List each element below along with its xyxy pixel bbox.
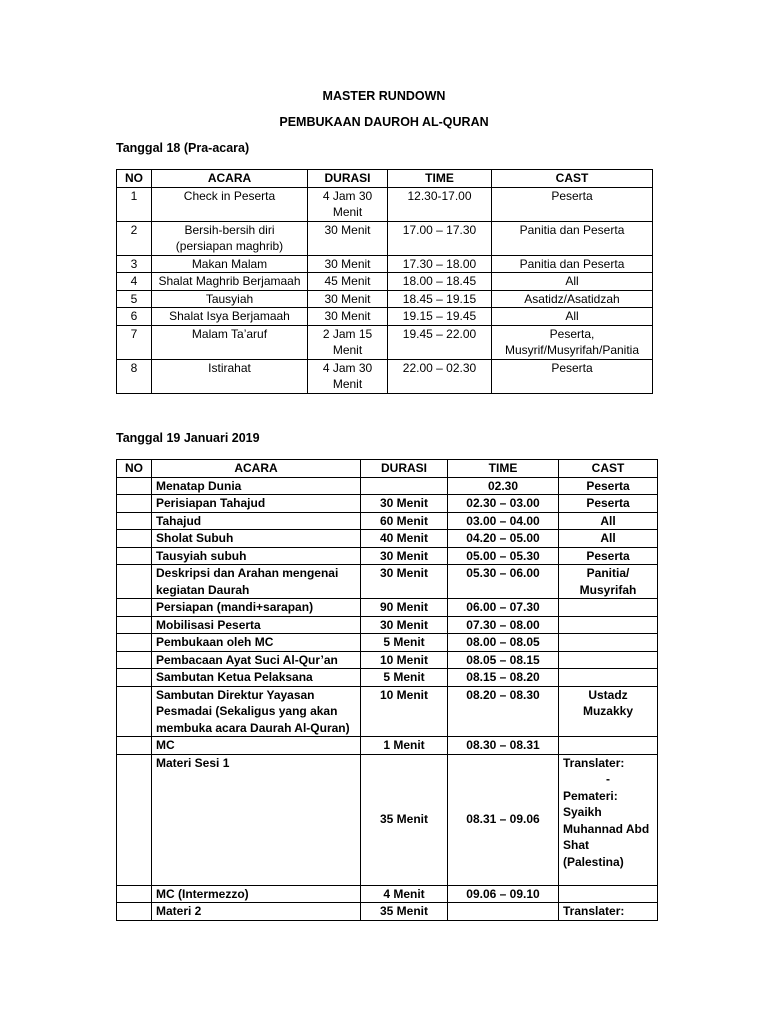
cell-durasi: 4 Jam 30 Menit: [308, 187, 388, 221]
cell-time: 19.45 – 22.00: [388, 325, 492, 359]
cell-acara: MC: [152, 737, 361, 755]
table-row: [117, 616, 658, 634]
pemateri-name: Syaikh Muhannad Abd Shat: [563, 805, 650, 852]
cell-no: 7: [117, 325, 152, 359]
cell-durasi: 30 Menit: [361, 616, 448, 634]
cell-cast: [559, 599, 658, 617]
cell-cast: Peserta: [559, 547, 658, 565]
cell-acara: Menatap Dunia: [152, 477, 361, 495]
cell-acara: Sambutan Ketua Pelaksana: [152, 669, 361, 687]
table-header-row: [117, 460, 658, 478]
cell-time: 08.31 – 09.06: [448, 754, 559, 885]
cell-time: [448, 903, 559, 921]
cell-no: [117, 495, 152, 513]
cell-cast: All: [559, 530, 658, 548]
cell-cast: [559, 737, 658, 755]
cell-durasi: 4 Jam 30 Menit: [308, 359, 388, 393]
cell-cast: [559, 669, 658, 687]
cell-acara: Materi Sesi 1: [152, 754, 361, 885]
cell-no: [117, 651, 152, 669]
cell-cast: Asatidz/Asatidzah: [492, 290, 653, 308]
day1-heading: Tanggal 18 (Pra-acara): [116, 141, 250, 155]
cell-cast: All: [492, 273, 653, 291]
cell-time: 08.00 – 08.05: [448, 634, 559, 652]
cell-cast: Peserta: [492, 187, 653, 221]
table-row: [117, 754, 658, 885]
document-subtitle: PEMBUKAAN DAUROH AL-QURAN: [279, 115, 489, 129]
cell-acara: Pembacaan Ayat Suci Al-Qur’an: [152, 651, 361, 669]
cell-acara: Persiapan (mandi+sarapan): [152, 599, 361, 617]
cell-acara: Tahajud: [152, 512, 361, 530]
cell-cast: [559, 616, 658, 634]
cell-durasi: 35 Menit: [361, 903, 448, 921]
table-row: [117, 686, 658, 737]
cell-no: [117, 599, 152, 617]
cell-durasi: 30 Menit: [308, 290, 388, 308]
translater-label: Translater:: [563, 755, 625, 770]
header-time: TIME: [388, 170, 492, 188]
cell-acara: Shalat Isya Berjamaah: [152, 308, 308, 326]
cell-time: 08.15 – 08.20: [448, 669, 559, 687]
cell-time: 02.30: [448, 477, 559, 495]
header-durasi: DURASI: [308, 170, 388, 188]
cell-durasi: 30 Menit: [308, 221, 388, 255]
document-title: MASTER RUNDOWN: [322, 89, 446, 103]
cell-no: 5: [117, 290, 152, 308]
cell-durasi: 90 Menit: [361, 599, 448, 617]
table-row: [117, 477, 658, 495]
cell-no: 1: [117, 187, 152, 221]
cell-no: [117, 669, 152, 687]
cell-durasi: 10 Menit: [361, 651, 448, 669]
cell-no: [117, 903, 152, 921]
cell-cast: Peserta: [559, 477, 658, 495]
cell-cast: [559, 651, 658, 669]
cell-time: 18.45 – 19.15: [388, 290, 492, 308]
table-row: [117, 290, 653, 308]
table-header-row: [117, 170, 653, 188]
cell-durasi: 1 Menit: [361, 737, 448, 755]
cell-acara: Malam Ta’aruf: [152, 325, 308, 359]
cell-cast: Panitia dan Peserta: [492, 255, 653, 273]
table-row: [117, 565, 658, 599]
table-row: [117, 512, 658, 530]
cell-no: [117, 565, 152, 599]
cell-no: [117, 530, 152, 548]
cell-durasi: 35 Menit: [361, 754, 448, 885]
cell-no: [117, 477, 152, 495]
header-cast: CAST: [492, 170, 653, 188]
cell-durasi: 60 Menit: [361, 512, 448, 530]
cell-durasi: 45 Menit: [308, 273, 388, 291]
table-row: [117, 325, 653, 359]
cell-time: 03.00 – 04.00: [448, 512, 559, 530]
cell-acara: Tausyiah subuh: [152, 547, 361, 565]
cell-acara: Tausyiah: [152, 290, 308, 308]
table-row: [117, 255, 653, 273]
cell-time: 02.30 – 03.00: [448, 495, 559, 513]
cell-durasi: 2 Jam 15 Menit: [308, 325, 388, 359]
cell-durasi: 30 Menit: [361, 547, 448, 565]
pemateri-origin: (Palestina): [563, 854, 624, 869]
cell-cast: [559, 634, 658, 652]
cell-durasi: 30 Menit: [361, 565, 448, 599]
cell-acara: Makan Malam: [152, 255, 308, 273]
cell-acara: MC (Intermezzo): [152, 885, 361, 903]
table-row: [117, 737, 658, 755]
pemateri-label: Pemateri:: [563, 788, 618, 803]
cell-durasi: 5 Menit: [361, 634, 448, 652]
cell-time: 18.00 – 18.45: [388, 273, 492, 291]
cell-time: 08.05 – 08.15: [448, 651, 559, 669]
cell-cast: Panitia dan Peserta: [492, 221, 653, 255]
cell-acara: Deskripsi dan Arahan mengenai kegiatan Daurah: [152, 565, 361, 599]
cell-no: 8: [117, 359, 152, 393]
cell-time: 17.30 – 18.00: [388, 255, 492, 273]
cell-no: 2: [117, 221, 152, 255]
cell-cast: All: [492, 308, 653, 326]
table-row: [117, 221, 653, 255]
cell-time: 08.30 – 08.31: [448, 737, 559, 755]
cell-acara: Perisiapan Tahajud: [152, 495, 361, 513]
header-acara: ACARA: [152, 170, 308, 188]
cell-no: [117, 616, 152, 634]
cell-no: 6: [117, 308, 152, 326]
day1-table: [116, 169, 653, 394]
table-row: [117, 273, 653, 291]
cell-acara: Istirahat: [152, 359, 308, 393]
cell-acara: Sambutan Direktur Yayasan Pesmadai (Sekaligus yang akan membuka acara Daurah Al-Quran): [152, 686, 361, 737]
cell-no: [117, 547, 152, 565]
cell-durasi: 5 Menit: [361, 669, 448, 687]
table-row: [117, 599, 658, 617]
cell-time: 06.00 – 07.30: [448, 599, 559, 617]
cell-time: 05.30 – 06.00: [448, 565, 559, 599]
cell-no: [117, 634, 152, 652]
cell-durasi: 4 Menit: [361, 885, 448, 903]
cell-no: 3: [117, 255, 152, 273]
cell-no: [117, 885, 152, 903]
cell-time: 04.20 – 05.00: [448, 530, 559, 548]
cell-no: [117, 737, 152, 755]
table-row: [117, 903, 658, 921]
header-cast: CAST: [559, 460, 658, 478]
cell-acara: Sholat Subuh: [152, 530, 361, 548]
translater-dash: -: [606, 772, 610, 786]
cell-acara: Materi 2: [152, 903, 361, 921]
cell-cast: All: [559, 512, 658, 530]
cell-cast: [559, 754, 658, 885]
table-row: [117, 634, 658, 652]
cell-time: 22.00 – 02.30: [388, 359, 492, 393]
cell-cast: Panitia/ Musyrifah: [559, 565, 658, 599]
cell-time: 05.00 – 05.30: [448, 547, 559, 565]
cell-durasi: 10 Menit: [361, 686, 448, 737]
cell-acara: Mobilisasi Peserta: [152, 616, 361, 634]
table-row: [117, 885, 658, 903]
cell-durasi: 30 Menit: [308, 308, 388, 326]
cell-cast: Peserta: [559, 495, 658, 513]
table-row: [117, 359, 653, 393]
cell-durasi: 30 Menit: [308, 255, 388, 273]
table-row: [117, 530, 658, 548]
header-no: NO: [117, 460, 152, 478]
header-acara: ACARA: [152, 460, 361, 478]
cell-acara: Bersih-bersih diri (persiapan maghrib): [152, 221, 308, 255]
header-durasi: DURASI: [361, 460, 448, 478]
cell-cast: Translater:: [559, 903, 658, 921]
table-row: [117, 669, 658, 687]
cell-acara: Check in Peserta: [152, 187, 308, 221]
cell-time: 08.20 – 08.30: [448, 686, 559, 737]
cell-cast: Peserta, Musyrif/Musyrifah/Panitia: [492, 325, 653, 359]
table-row: [117, 308, 653, 326]
cell-no: [117, 512, 152, 530]
cell-durasi: [361, 477, 448, 495]
cell-cast: Ustadz Muzakky: [559, 686, 658, 737]
cell-time: 19.15 – 19.45: [388, 308, 492, 326]
cell-time: 09.06 – 09.10: [448, 885, 559, 903]
cell-cast: [559, 885, 658, 903]
cell-time: 17.00 – 17.30: [388, 221, 492, 255]
cell-durasi: 30 Menit: [361, 495, 448, 513]
header-time: TIME: [448, 460, 559, 478]
cell-no: [117, 754, 152, 885]
cell-cast: Peserta: [492, 359, 653, 393]
table-row: [117, 495, 658, 513]
cell-durasi: 40 Menit: [361, 530, 448, 548]
cell-no: [117, 686, 152, 737]
table-row: [117, 187, 653, 221]
cell-time: 12.30-17.00: [388, 187, 492, 221]
header-no: NO: [117, 170, 152, 188]
table-row: [117, 547, 658, 565]
cell-time: 07.30 – 08.00: [448, 616, 559, 634]
cell-acara: Shalat Maghrib Berjamaah: [152, 273, 308, 291]
day2-heading: Tanggal 19 Januari 2019: [116, 431, 260, 445]
cell-acara: Pembukaan oleh MC: [152, 634, 361, 652]
cell-no: 4: [117, 273, 152, 291]
table-row: [117, 651, 658, 669]
day2-table: [116, 459, 658, 921]
